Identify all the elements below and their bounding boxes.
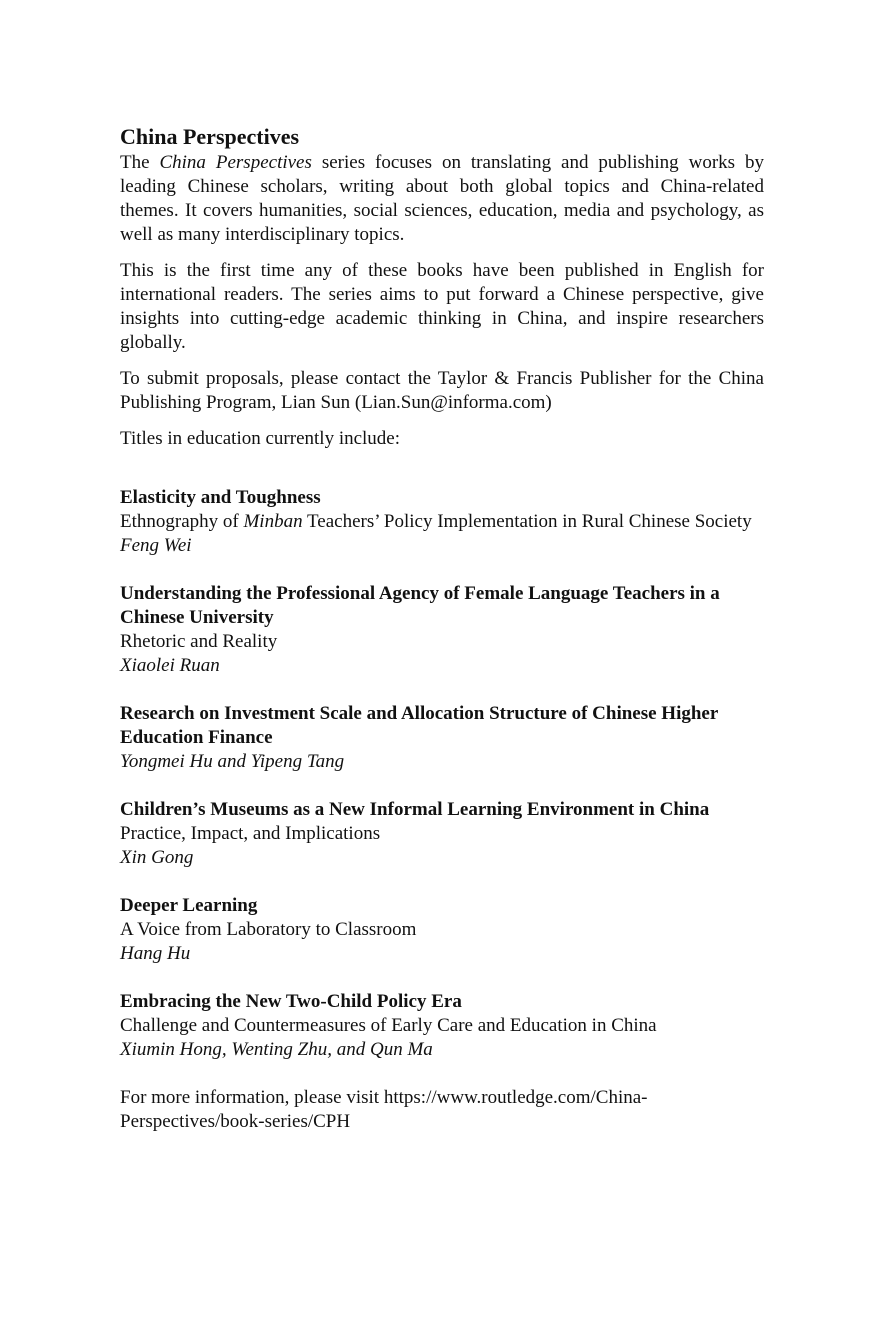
book-title: Elasticity and Toughness xyxy=(120,487,321,508)
book-author: Yongmei Hu and Yipeng Tang xyxy=(120,751,345,772)
book-subtitle-after: Teachers’ Policy Implementation in Rural Chinese Society xyxy=(302,511,752,532)
book-entry xyxy=(120,486,764,558)
book-subtitle: Rhetoric and Reality xyxy=(120,631,278,652)
book-entry xyxy=(120,990,764,1062)
book-subtitle: Challenge and Countermeasures of Early Care and Education in China xyxy=(120,1015,657,1036)
book-title: Embracing the New Two-Child Policy Era xyxy=(120,991,462,1012)
book-entry xyxy=(120,894,764,966)
book-subtitle-emphasis: Minban xyxy=(243,511,303,532)
book-subtitle: Practice, Impact, and Implications xyxy=(120,823,381,844)
page-content xyxy=(120,123,764,1134)
book-title: Children’s Museums as a New Informal Learning Environment in China xyxy=(120,799,710,820)
series-aims-paragraph: This is the first time any of these books have been published in English for international readers. The series aims to put forward a Chinese perspective, give insights into cutting-edge academic thinking in China, and inspire researchers globally. xyxy=(120,260,764,353)
book-author: Feng Wei xyxy=(120,535,192,556)
intro-series-name: China Perspectives xyxy=(159,152,312,173)
book-entry xyxy=(120,798,764,870)
titles-intro: Titles in education currently include: xyxy=(120,428,401,449)
book-title: Research on Investment Scale and Allocation Structure of Chinese Higher Education Finance xyxy=(120,703,718,748)
book-author: Xiumin Hong, Wenting Zhu, and Qun Ma xyxy=(120,1039,433,1060)
book-subtitle: A Voice from Laboratory to Classroom xyxy=(120,919,417,940)
book-title: Understanding the Professional Agency of Female Language Teachers in a Chinese University xyxy=(120,583,720,628)
book-list xyxy=(120,486,764,1062)
book-subtitle-before: Ethnography of xyxy=(120,511,244,532)
series-intro-paragraph xyxy=(120,151,764,247)
book-author: Hang Hu xyxy=(120,943,191,964)
book-entry xyxy=(120,582,764,678)
intro-text-after: series focuses on translating and publishing works by leading Chinese scholars, writing about both global topics and China-related themes. It covers humanities, social sciences, education, media and psychology, as well as many interdisciplinary topics. xyxy=(120,152,764,245)
book-author: Xiaolei Ruan xyxy=(120,655,220,676)
intro-text-before: The xyxy=(120,152,160,173)
book-entry xyxy=(120,702,764,774)
series-title: China Perspectives xyxy=(120,124,300,149)
book-author: Xin Gong xyxy=(120,847,194,868)
submission-paragraph: To submit proposals, please contact the Taylor & Francis Publisher for the China Publishing Program, Lian Sun (Lian.Sun@informa.com) xyxy=(120,368,764,413)
book-title: Deeper Learning xyxy=(120,895,258,916)
book-subtitle xyxy=(120,510,764,534)
more-info-link[interactable]: For more information, please visit https://www.routledge.com/China-Perspectives/book-series/CPH xyxy=(120,1087,648,1132)
